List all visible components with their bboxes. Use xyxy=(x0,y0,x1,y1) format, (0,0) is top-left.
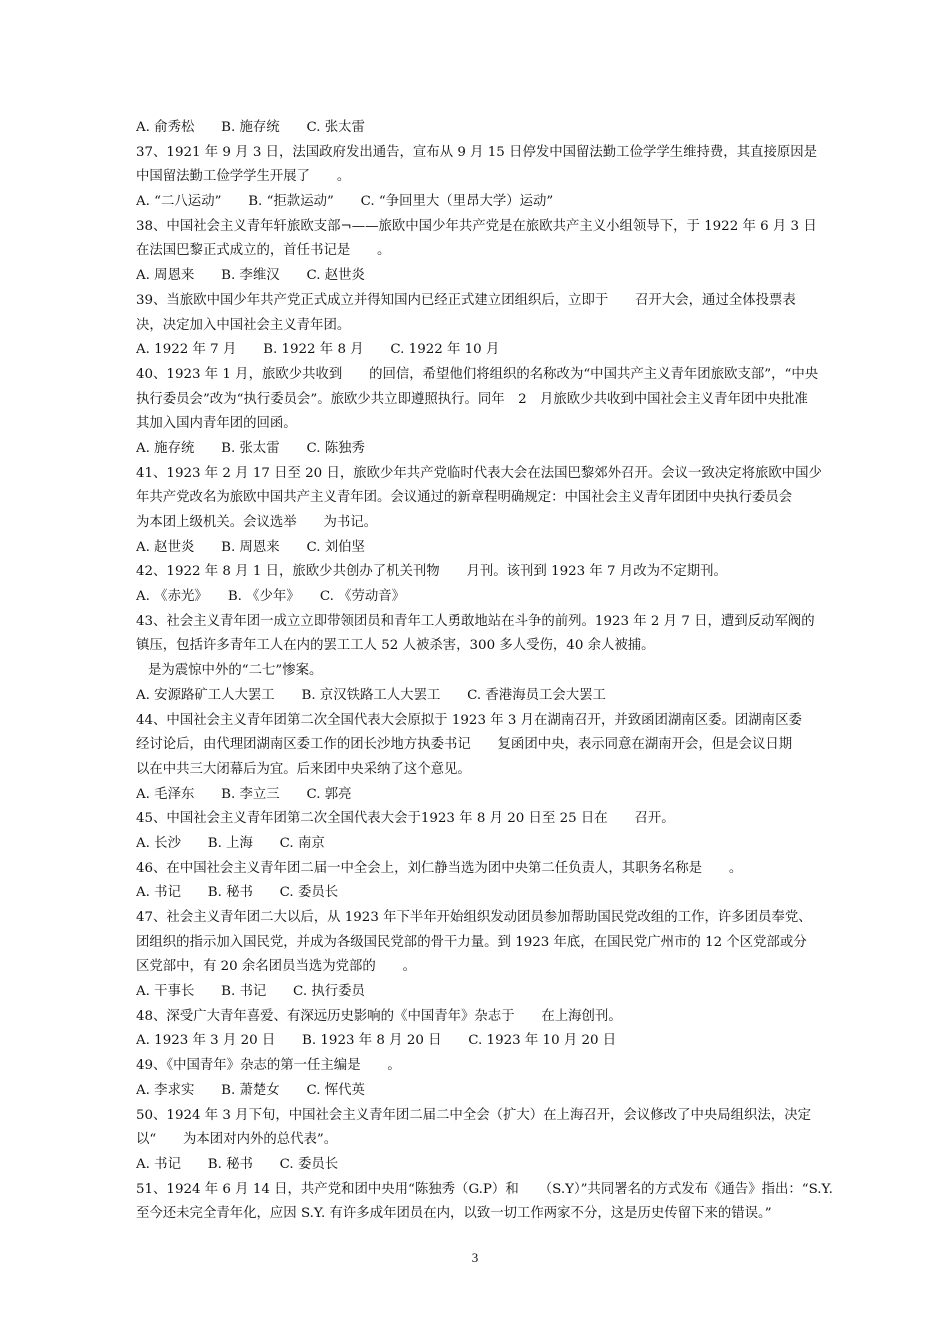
text-line: 以“ 为本团对内外的总代表”。 xyxy=(136,1132,338,1148)
text-line: A. 俞秀松 B. 施存统 C. 张太雷 xyxy=(136,120,365,135)
text-line: 47、社会主义青年团二大以后，从 1923 年下半年开始组织发动团员参加帮助国民党改组的工作，许多团员奉党、 xyxy=(136,910,812,925)
text-line: A. 赵世炎 B. 周恩来 C. 刘伯坚 xyxy=(136,539,365,555)
text-line: 50、1924 年 3 月下旬，中国社会主义青年团二届二中全会（扩大）在上海召开，会议修改了中央局组织法，决定 xyxy=(136,1107,811,1123)
text-line: A. 书记 B. 秘书 C. 委员长 xyxy=(136,1156,339,1172)
text-line: 46、在中国社会主义青年团二届一中全会上，刘仁静当选为团中央第二任负责人，其职务名称是 。 xyxy=(136,860,743,876)
text-line: 团组织的指示加入国民党，并成为各级国民党部的骨干力量。到 1923 年底，在国民党广州市的 12 个区党部或分 xyxy=(136,934,807,950)
text-line: 至今还未完全青年化，应因 S.Y. 有许多成年团员在内，以致一切工作两家不分，这是历史传留下来的错误。” xyxy=(136,1206,772,1222)
text-line: A. 干事长 B. 书记 C. 执行委员 xyxy=(136,984,365,1000)
text-line: 其加入国内青年团的回函。 xyxy=(136,416,297,432)
text-line: 41、1923 年 2 月 17 日至 20 日，旅欧少年共产党临时代表大会在法国巴黎郊外召开。会议一致决定将旅欧中国少 xyxy=(136,465,822,481)
text-line: A. 书记 B. 秘书 C. 委员长 xyxy=(136,885,339,901)
text-line: 区党部中，有 20 余名团员当选为党部的 。 xyxy=(136,959,416,975)
text-line: 以在中共三大闭幕后为宜。后来团中央采纳了这个意见。 xyxy=(136,761,471,777)
text-line: 51、1924 年 6 月 14 日，共产党和团中央用“陈独秀（G.P）和 （S.Y）”共同署名的方式发布《通告》指出：“S.Y. xyxy=(136,1181,833,1197)
text-line: 为本团上级机关。会议选举 为书记。 xyxy=(136,515,378,530)
text-line: 49、《中国青年》杂志的第一任主编是 。 xyxy=(136,1058,401,1074)
text-line: 48、深受广大青年喜爱、有深远历史影响的《中国青年》杂志于 在上海创刊。 xyxy=(136,1008,622,1024)
text-line: A. 安源路矿工人大罢工 B. 京汉铁路工人大罢工 C. 香港海员工会大罢工 xyxy=(136,687,606,703)
text-line: A. 周恩来 B. 李维汉 C. 赵世炎 xyxy=(136,268,365,284)
text-line: 38、中国社会主义青年轩旅欧支部¬——旅欧中国少年共产党是在旅欧共产主义小组领导下，于 1922 年 6 月 3 日 xyxy=(136,218,817,234)
text-line: 是为震惊中外的“二七”惨案。 xyxy=(148,663,323,679)
text-line: A. 长沙 B. 上海 C. 南京 xyxy=(136,835,325,851)
text-line: 中国留法勤工俭学学生开展了 。 xyxy=(136,169,351,185)
text-line: 40、1923 年 1 月，旅欧少共收到 的回信，希望他们将组织的名称改为“中国共产主义青年团旅欧支部”，“中央 xyxy=(136,366,819,382)
text-line: A. “二八运动” B. “拒款运动” C. “争回里大（里昂大学）运动” xyxy=(136,194,554,210)
text-line: A. 施存统 B. 张太雷 C. 陈独秀 xyxy=(136,440,365,456)
text-line: 在法国巴黎正式成立的，首任书记是 。 xyxy=(136,243,391,259)
text-line: 43、社会主义青年团一成立立即带领团员和青年工人勇敢地站在斗争的前列。1923 年 2 月 7 日，遭到反动军阀的 xyxy=(136,613,815,629)
page-number: 3 xyxy=(471,1250,479,1265)
question-text-body xyxy=(136,116,840,1227)
text-line: 37、1921 年 9 月 3 日，法国政府发出通告，宣布从 9 月 15 日停发中国留法勤工俭学学生维持费，其直接原因是 xyxy=(136,144,818,160)
text-line: 经讨论后，由代理团湖南区委工作的团长沙地方执委书记 复函团中央，表示同意在湖南开会，但是会议日期 xyxy=(136,737,793,753)
text-line: 39、当旅欧中国少年共产党正式成立并得知国内已经正式建立团组织后，立即于 召开大会，通过全体投票表 xyxy=(136,292,796,308)
text-line: 执行委员会”改为“执行委员会”。旅欧少共立即遵照执行。同年 2 月旅欧少共收到中国社会主义青年团中央批准 xyxy=(136,391,808,407)
text-line: 45、中国社会主义青年团第二次全国代表大会于1923 年 8 月 20 日至 25 日在 召开。 xyxy=(136,811,675,827)
text-line: A. 1923 年 3 月 20 日 B. 1923 年 8 月 20 日 C. 1923 年 10 月 20 日 xyxy=(136,1033,617,1049)
text-line: 年共产党改名为旅欧中国共产主义青年团。会议通过的新章程明确规定：中国社会主义青年团团中央执行委员会 xyxy=(136,490,793,506)
text-line: A. 李求实 B. 萧楚女 C. 恽代英 xyxy=(136,1082,365,1098)
text-line: A. 《赤光》 B. 《少年》 C. 《劳动音》 xyxy=(136,589,406,605)
text-line: A. 毛泽东 B. 李立三 C. 郭亮 xyxy=(136,786,352,802)
text-line: 决，决定加入中国社会主义青年团。 xyxy=(136,317,351,333)
text-line: 镇压，包括许多青年工人在内的罢工工人 52 人被杀害，300 多人受伤，40 余人被捕。 xyxy=(136,638,655,654)
text-line: 44、中国社会主义青年团第二次全国代表大会原拟于 1923 年 3 月在湖南召开，并致函团湖南区委。团湖南区委 xyxy=(136,712,802,728)
text-line: 42、1922 年 8 月 1 日，旅欧少共创办了机关刊物 月刊。该刊到 1923 年 7 月改为不定期刊。 xyxy=(136,564,727,580)
text-line: A. 1922 年 7 月 B. 1922 年 8 月 C. 1922 年 10 月 xyxy=(136,342,500,358)
